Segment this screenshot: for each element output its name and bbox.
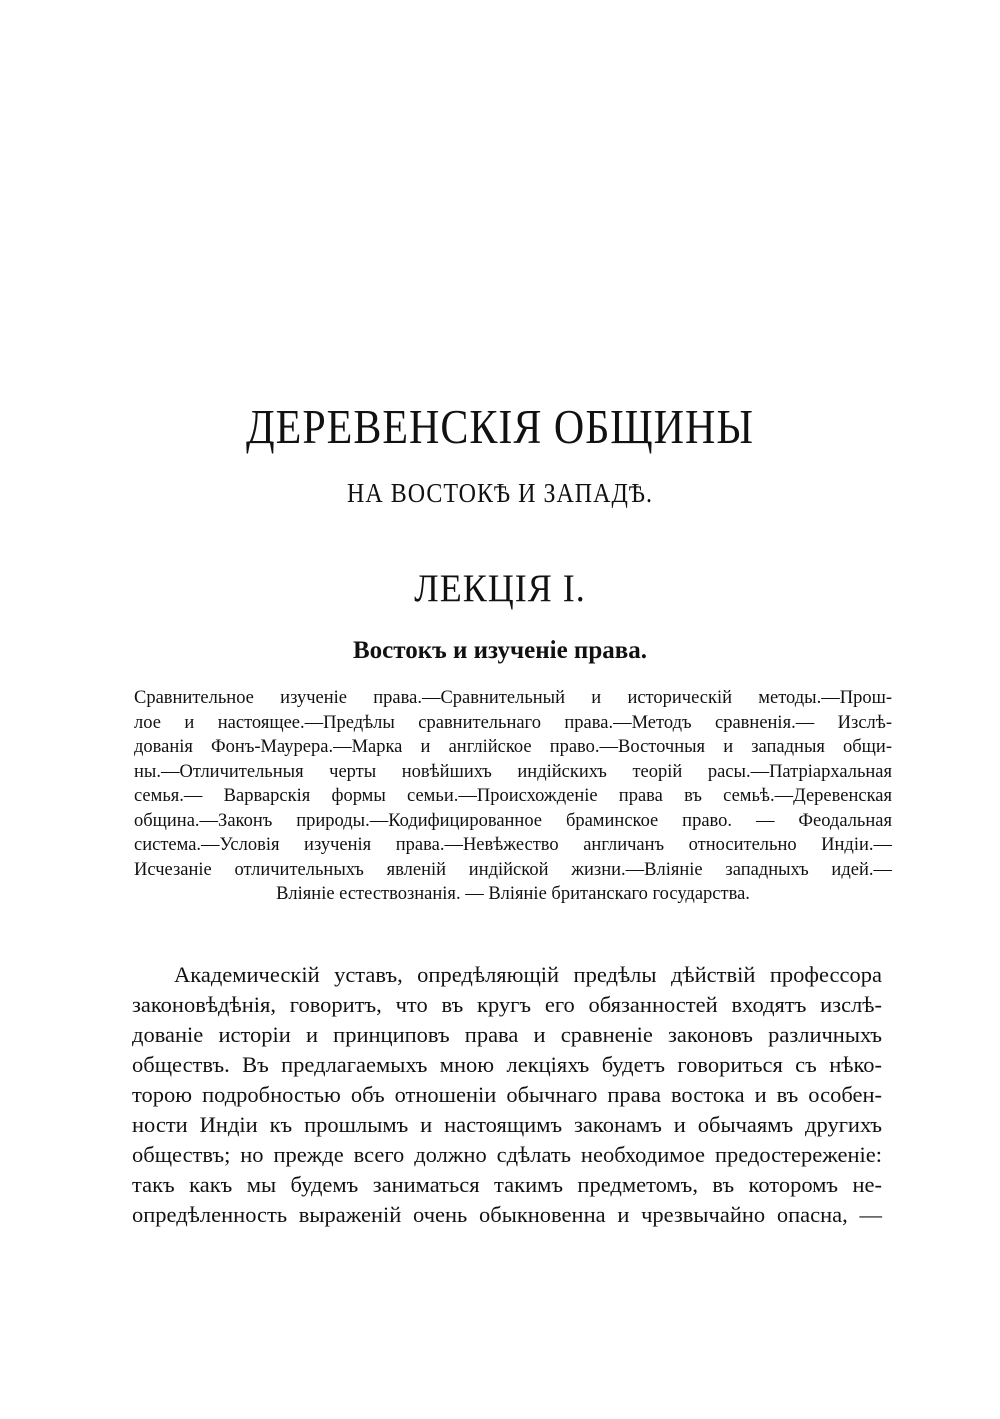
body-line: опредѣленность выраженій очень обыкновенна и чрезвычайно опасна, —: [132, 1202, 882, 1227]
body-line: обществъ. Въ предлагаемыхъ мною лекціяхъ будетъ говориться съ нѣко-: [132, 1052, 882, 1077]
body-paragraph: [132, 960, 882, 1230]
summary-line: дованія Фонъ-Маурера.—Марка и англійское право.—Восточныя и западныя общи-: [134, 737, 892, 757]
summary-line: Вліяніе естествознанія. — Вліяніе британскаго государства.: [276, 884, 750, 904]
lecture-number: ЛЕКЦІЯ I.: [414, 565, 586, 610]
body-line: такъ какъ мы будемъ заниматься такимъ предметомъ, въ которомъ не-: [132, 1172, 882, 1197]
body-line: законовѣдѣнія, говоритъ, что въ кругъ его обязанностей входятъ изслѣ-: [132, 992, 882, 1017]
book-title: ДЕРЕВЕНСКІЯ ОБЩИНЫ: [246, 401, 754, 455]
body-line: обществъ; но прежде всего должно сдѣлать необходимое предостереженіе:: [132, 1142, 882, 1167]
lecture-summary: [134, 686, 892, 907]
body-line: дованіе исторіи и принциповъ права и сравненіе законовъ различныхъ: [132, 1022, 882, 1047]
summary-line: ны.—Отличительныя черты новѣйшихъ индійскихъ теорій расы.—Патріархальная: [134, 761, 892, 782]
book-subtitle: НА ВОСТОКѢ И ЗАПАДѢ.: [347, 478, 653, 509]
summary-line: система.—Условія изученія права.—Невѣжество англичанъ относительно Индіи.—: [134, 835, 892, 855]
body-line: ности Индіи къ прошлымъ и настоящимъ законамъ и обычаямъ другихъ: [132, 1112, 882, 1137]
summary-line: лое и настоящее.—Предѣлы сравнительнаго права.—Методъ сравненія.— Изслѣ-: [134, 712, 892, 733]
body-line: торою подробностью объ отношеніи обычнаго права востока и въ особен-: [132, 1082, 882, 1107]
lecture-heading: Востокъ и изученіе права.: [353, 637, 647, 664]
summary-line: Исчезаніе отличительныхъ явленій индійской жизни.—Вліяніе западныхъ идей.—: [134, 859, 892, 880]
summary-line: община.—Законъ природы.—Кодифицированное браминское право. — Феодальная: [134, 810, 892, 831]
body-line: Академическій уставъ, опредѣляющій предѣлы дѣйствій профессора: [174, 962, 882, 987]
summary-line: Сравнительное изученіе права.—Сравнительный и историческій методы.—Прош-: [134, 688, 892, 708]
summary-line: семья.— Варварскія формы семьи.—Происхожденіе права въ семьѣ.—Деревенская: [134, 786, 892, 806]
